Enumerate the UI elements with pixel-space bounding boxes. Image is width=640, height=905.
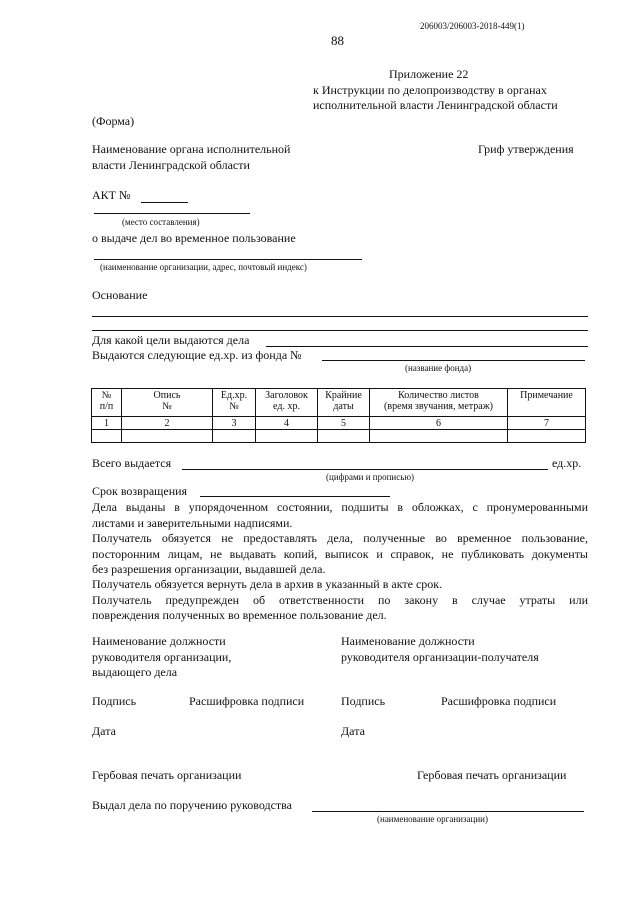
table-cell: 1 — [92, 417, 122, 430]
issued-by-label: Выдал дела по поручению руководства — [92, 798, 293, 812]
purpose-label: Для какой цели выдаются дела — [92, 333, 250, 347]
basis-label: Основание — [92, 288, 148, 302]
paragraph-4-line-2: повреждения полученных во временное пользование дел. — [92, 608, 387, 622]
table-header-row — [92, 389, 586, 417]
issued-by-caption: (наименование организации) — [377, 814, 488, 824]
left-decoding-label: Расшифровка подписи — [189, 694, 305, 708]
place-caption: (место составления) — [122, 217, 200, 227]
table-cell: 7 — [508, 417, 586, 430]
table-number-row — [92, 417, 586, 430]
page-number: 88 — [331, 33, 344, 48]
paragraph-2-line-2: посторонним лицам, не выдавать копий, выписок и справок, не публиковать документы — [92, 547, 588, 561]
table-cell: 5 — [318, 417, 370, 430]
paragraph-1-line-2: листами и заверительными надписями. — [92, 516, 293, 530]
left-date-label: Дата — [92, 724, 116, 738]
items-table — [91, 388, 586, 443]
left-position-line-3: выдающего дела — [92, 665, 178, 679]
right-date-label: Дата — [341, 724, 365, 738]
paragraph-2-line-1: Получатель обязуется не предоставлять дела, полученные во временное пользование, — [92, 531, 588, 545]
table-cell: 4 — [256, 417, 318, 430]
paragraph-3: Получатель обязуется вернуть дела в архив в указанный в акте срок. — [92, 577, 443, 591]
col-header-inventory: Опись № — [122, 389, 213, 417]
col-header-title: Заголовок ед. хр. — [256, 389, 318, 417]
form-label: (Форма) — [92, 114, 135, 128]
appendix-line-3: исполнительной власти Ленинградской области — [313, 98, 558, 112]
return-term-label: Срок возвращения — [92, 484, 188, 498]
act-subject: о выдаче дел во временное пользование — [92, 231, 296, 245]
organ-name-line-2: власти Ленинградской области — [92, 158, 250, 172]
fund-name-caption: (название фонда) — [405, 363, 472, 373]
organ-name-line-1: Наименование органа исполнительной — [92, 142, 291, 156]
basis-field-1[interactable] — [92, 316, 588, 317]
right-position-line-1: Наименование должности — [341, 634, 475, 648]
paragraph-4-line-1: Получатель предупрежден об ответственности по закону в случае утраты или — [92, 593, 588, 607]
total-field[interactable] — [182, 469, 548, 470]
right-decoding-label: Расшифровка подписи — [441, 694, 557, 708]
table-row[interactable] — [92, 430, 586, 443]
place-field[interactable] — [94, 213, 250, 214]
document-code: 206003/206003-2018-449(1) — [420, 21, 525, 31]
right-signature-label: Подпись — [341, 694, 386, 708]
left-position-line-2: руководителя организации, — [92, 650, 232, 664]
purpose-field[interactable] — [266, 346, 588, 347]
col-header-dates: Крайние даты — [318, 389, 370, 417]
act-number-field[interactable] — [141, 202, 188, 203]
col-header-sheets: Количество листов (время звучания, метраж) — [370, 389, 508, 417]
col-header-storage-unit: Ед.хр. № — [213, 389, 256, 417]
fund-label: Выдаются следующие ед.хр. из фонда № — [92, 348, 302, 362]
right-seal-label: Гербовая печать организации — [417, 768, 567, 782]
col-header-note: Примечание — [508, 389, 586, 417]
paragraph-2-line-3: без разрешения организации, выдавшей дела. — [92, 562, 326, 576]
total-label: Всего выдается — [92, 456, 172, 470]
left-position-line-1: Наименование должности — [92, 634, 226, 648]
col-header-number: № п/п — [92, 389, 122, 417]
act-number-label: АКТ № — [92, 188, 131, 202]
table-cell: 3 — [213, 417, 256, 430]
left-signature-label: Подпись — [92, 694, 137, 708]
appendix-title: Приложение 22 — [389, 67, 469, 81]
organization-field[interactable] — [94, 259, 362, 260]
fund-field[interactable] — [322, 360, 585, 361]
paragraph-1-line-1: Дела выданы в упорядоченном состоянии, подшиты в обложках, с пронумерованными — [92, 500, 588, 514]
return-term-field[interactable] — [200, 496, 390, 497]
right-position-line-2: руководителя организации-получателя — [341, 650, 539, 664]
total-caption: (цифрами и прописью) — [326, 472, 415, 482]
table-cell: 2 — [122, 417, 213, 430]
organization-caption: (наименование организации, адрес, почтовый индекс) — [100, 262, 307, 272]
left-seal-label: Гербовая печать организации — [92, 768, 242, 782]
approval-stamp: Гриф утверждения — [478, 142, 574, 156]
table-cell: 6 — [370, 417, 508, 430]
total-unit: ед.хр. — [552, 456, 582, 470]
appendix-line-2: к Инструкции по делопроизводству в органах — [313, 83, 547, 97]
basis-field-2[interactable] — [92, 330, 588, 331]
issued-by-field[interactable] — [312, 811, 584, 812]
